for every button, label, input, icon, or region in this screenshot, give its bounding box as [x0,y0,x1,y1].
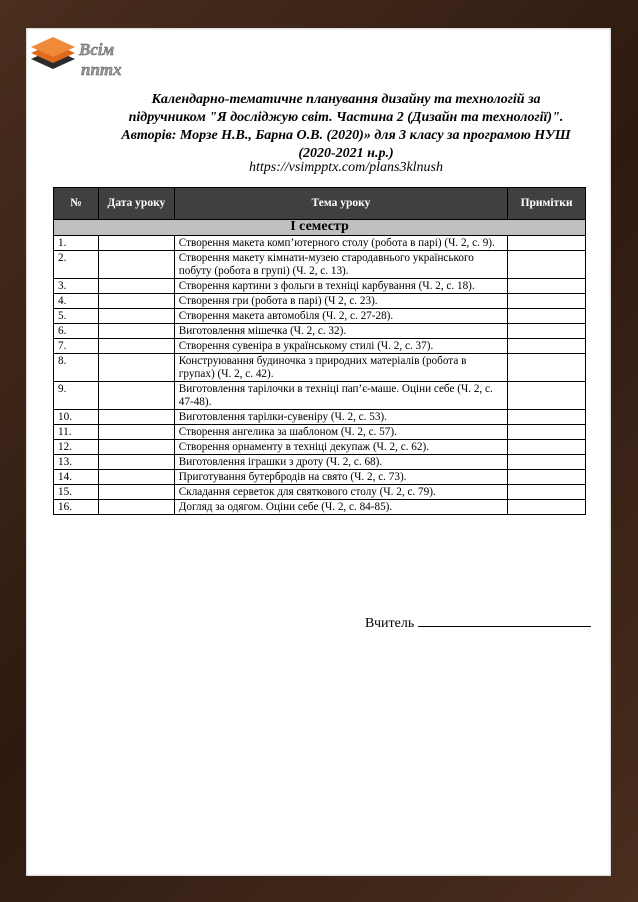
row-topic: Виготовлення мішечка (Ч. 2, с. 32). [174,324,507,339]
document-title [86,91,606,163]
row-note [508,251,586,279]
row-note [508,425,586,440]
site-logo [29,31,129,83]
row-note [508,354,586,382]
row-topic: Створення картини з фольги в техніці карбування (Ч. 2, с. 18). [174,279,507,294]
row-note [508,324,586,339]
row-date [98,309,174,324]
row-number: 11. [54,425,99,440]
lesson-plan-table [53,187,586,515]
title-line: Авторів: Морзе Н.В., Барна О.В. (2020)» для 3 класу за програмою НУШ [121,128,571,143]
header-notes: Примітки [508,188,586,220]
table-row [54,470,586,485]
row-number: 1. [54,236,99,251]
table-row [54,500,586,515]
row-note [508,410,586,425]
table-row [54,485,586,500]
header-date: Дата уроку [98,188,174,220]
row-date [98,251,174,279]
semester-row [54,220,586,236]
row-topic: Створення ангелика за шаблоном (Ч. 2, с. 57). [174,425,507,440]
table-row [54,339,586,354]
row-topic: Виготовлення тарілочки в техніці пап’є-маше. Оціни себе (Ч. 2, с. 47-48). [174,382,507,410]
table-row [54,410,586,425]
row-note [508,440,586,455]
row-date [98,470,174,485]
row-date [98,279,174,294]
table-row [54,309,586,324]
row-note [508,382,586,410]
table-row [54,324,586,339]
row-number: 9. [54,382,99,410]
row-date [98,294,174,309]
title-line: Календарно-тематичне планування дизайну та технологій за [151,92,541,107]
row-date [98,455,174,470]
row-number: 10. [54,410,99,425]
row-topic: Виготовлення іграшки з дроту (Ч. 2, с. 68). [174,455,507,470]
row-topic: Догляд за одягом. Оціни себе (Ч. 2, с. 84-85). [174,500,507,515]
source-url: https://vsimpptx.com/plans3klnush [248,160,444,175]
row-note [508,500,586,515]
row-topic: Створення сувеніра в українському стилі (Ч. 2, с. 37). [174,339,507,354]
row-note [508,294,586,309]
title-line: (2020-2021 н.р.) [298,146,394,161]
table-row [54,251,586,279]
row-note [508,236,586,251]
row-note [508,279,586,294]
row-number: 13. [54,455,99,470]
row-topic: Створення макету кімнати-музею стародавнього українського побуту (робота в групі) (Ч. 2, с. 13). [174,251,507,279]
row-note [508,309,586,324]
row-topic: Створення орнаменту в техніці декупаж (Ч. 2, с. 62). [174,440,507,455]
row-number: 5. [54,309,99,324]
row-date [98,425,174,440]
table-row [54,455,586,470]
row-date [98,354,174,382]
row-date [98,500,174,515]
row-note [508,485,586,500]
row-number: 4. [54,294,99,309]
table-row [54,425,586,440]
title-line: підручником "Я досліджую світ. Частина 2 (Дизайн та технології)". [128,110,564,125]
table-header-row [54,188,586,220]
row-topic: Створення макета автомобіля (Ч. 2, с. 27-28). [174,309,507,324]
table-row [54,354,586,382]
row-topic: Виготовлення тарілки-сувеніру (Ч. 2, с. 53). [174,410,507,425]
table-row [54,236,586,251]
table-row [54,294,586,309]
row-topic: Приготування бутербродів на свято (Ч. 2, с. 73). [174,470,507,485]
table-row [54,440,586,455]
signature-line [418,613,591,627]
row-number: 16. [54,500,99,515]
row-number: 12. [54,440,99,455]
logo-text-top: Всім [79,40,115,59]
row-topic: Створення гри (робота в парі) (Ч 2, с. 23). [174,294,507,309]
table-row [54,279,586,294]
row-number: 2. [54,251,99,279]
row-date [98,236,174,251]
row-note [508,339,586,354]
document-page [26,28,611,876]
row-topic: Конструювання будиночка з природних матеріалів (робота в групах) (Ч. 2, с. 42). [174,354,507,382]
row-topic: Складання серветок для святкового столу (Ч. 2, с. 79). [174,485,507,500]
row-date [98,382,174,410]
semester-label: І семестр [54,220,586,236]
row-number: 15. [54,485,99,500]
row-date [98,410,174,425]
row-date [98,440,174,455]
header-topic: Тема уроку [174,188,507,220]
row-number: 7. [54,339,99,354]
row-note [508,470,586,485]
logo-text-bottom: пптх [81,60,122,79]
table-row [54,382,586,410]
row-date [98,324,174,339]
row-note [508,455,586,470]
row-number: 6. [54,324,99,339]
header-number: № [54,188,99,220]
row-topic: Створення макета комп’ютерного столу (робота в парі) (Ч. 2, с. 9). [174,236,507,251]
teacher-label: Вчитель [365,616,415,631]
row-date [98,485,174,500]
row-number: 8. [54,354,99,382]
teacher-signature [365,613,605,632]
row-number: 3. [54,279,99,294]
row-date [98,339,174,354]
row-number: 14. [54,470,99,485]
